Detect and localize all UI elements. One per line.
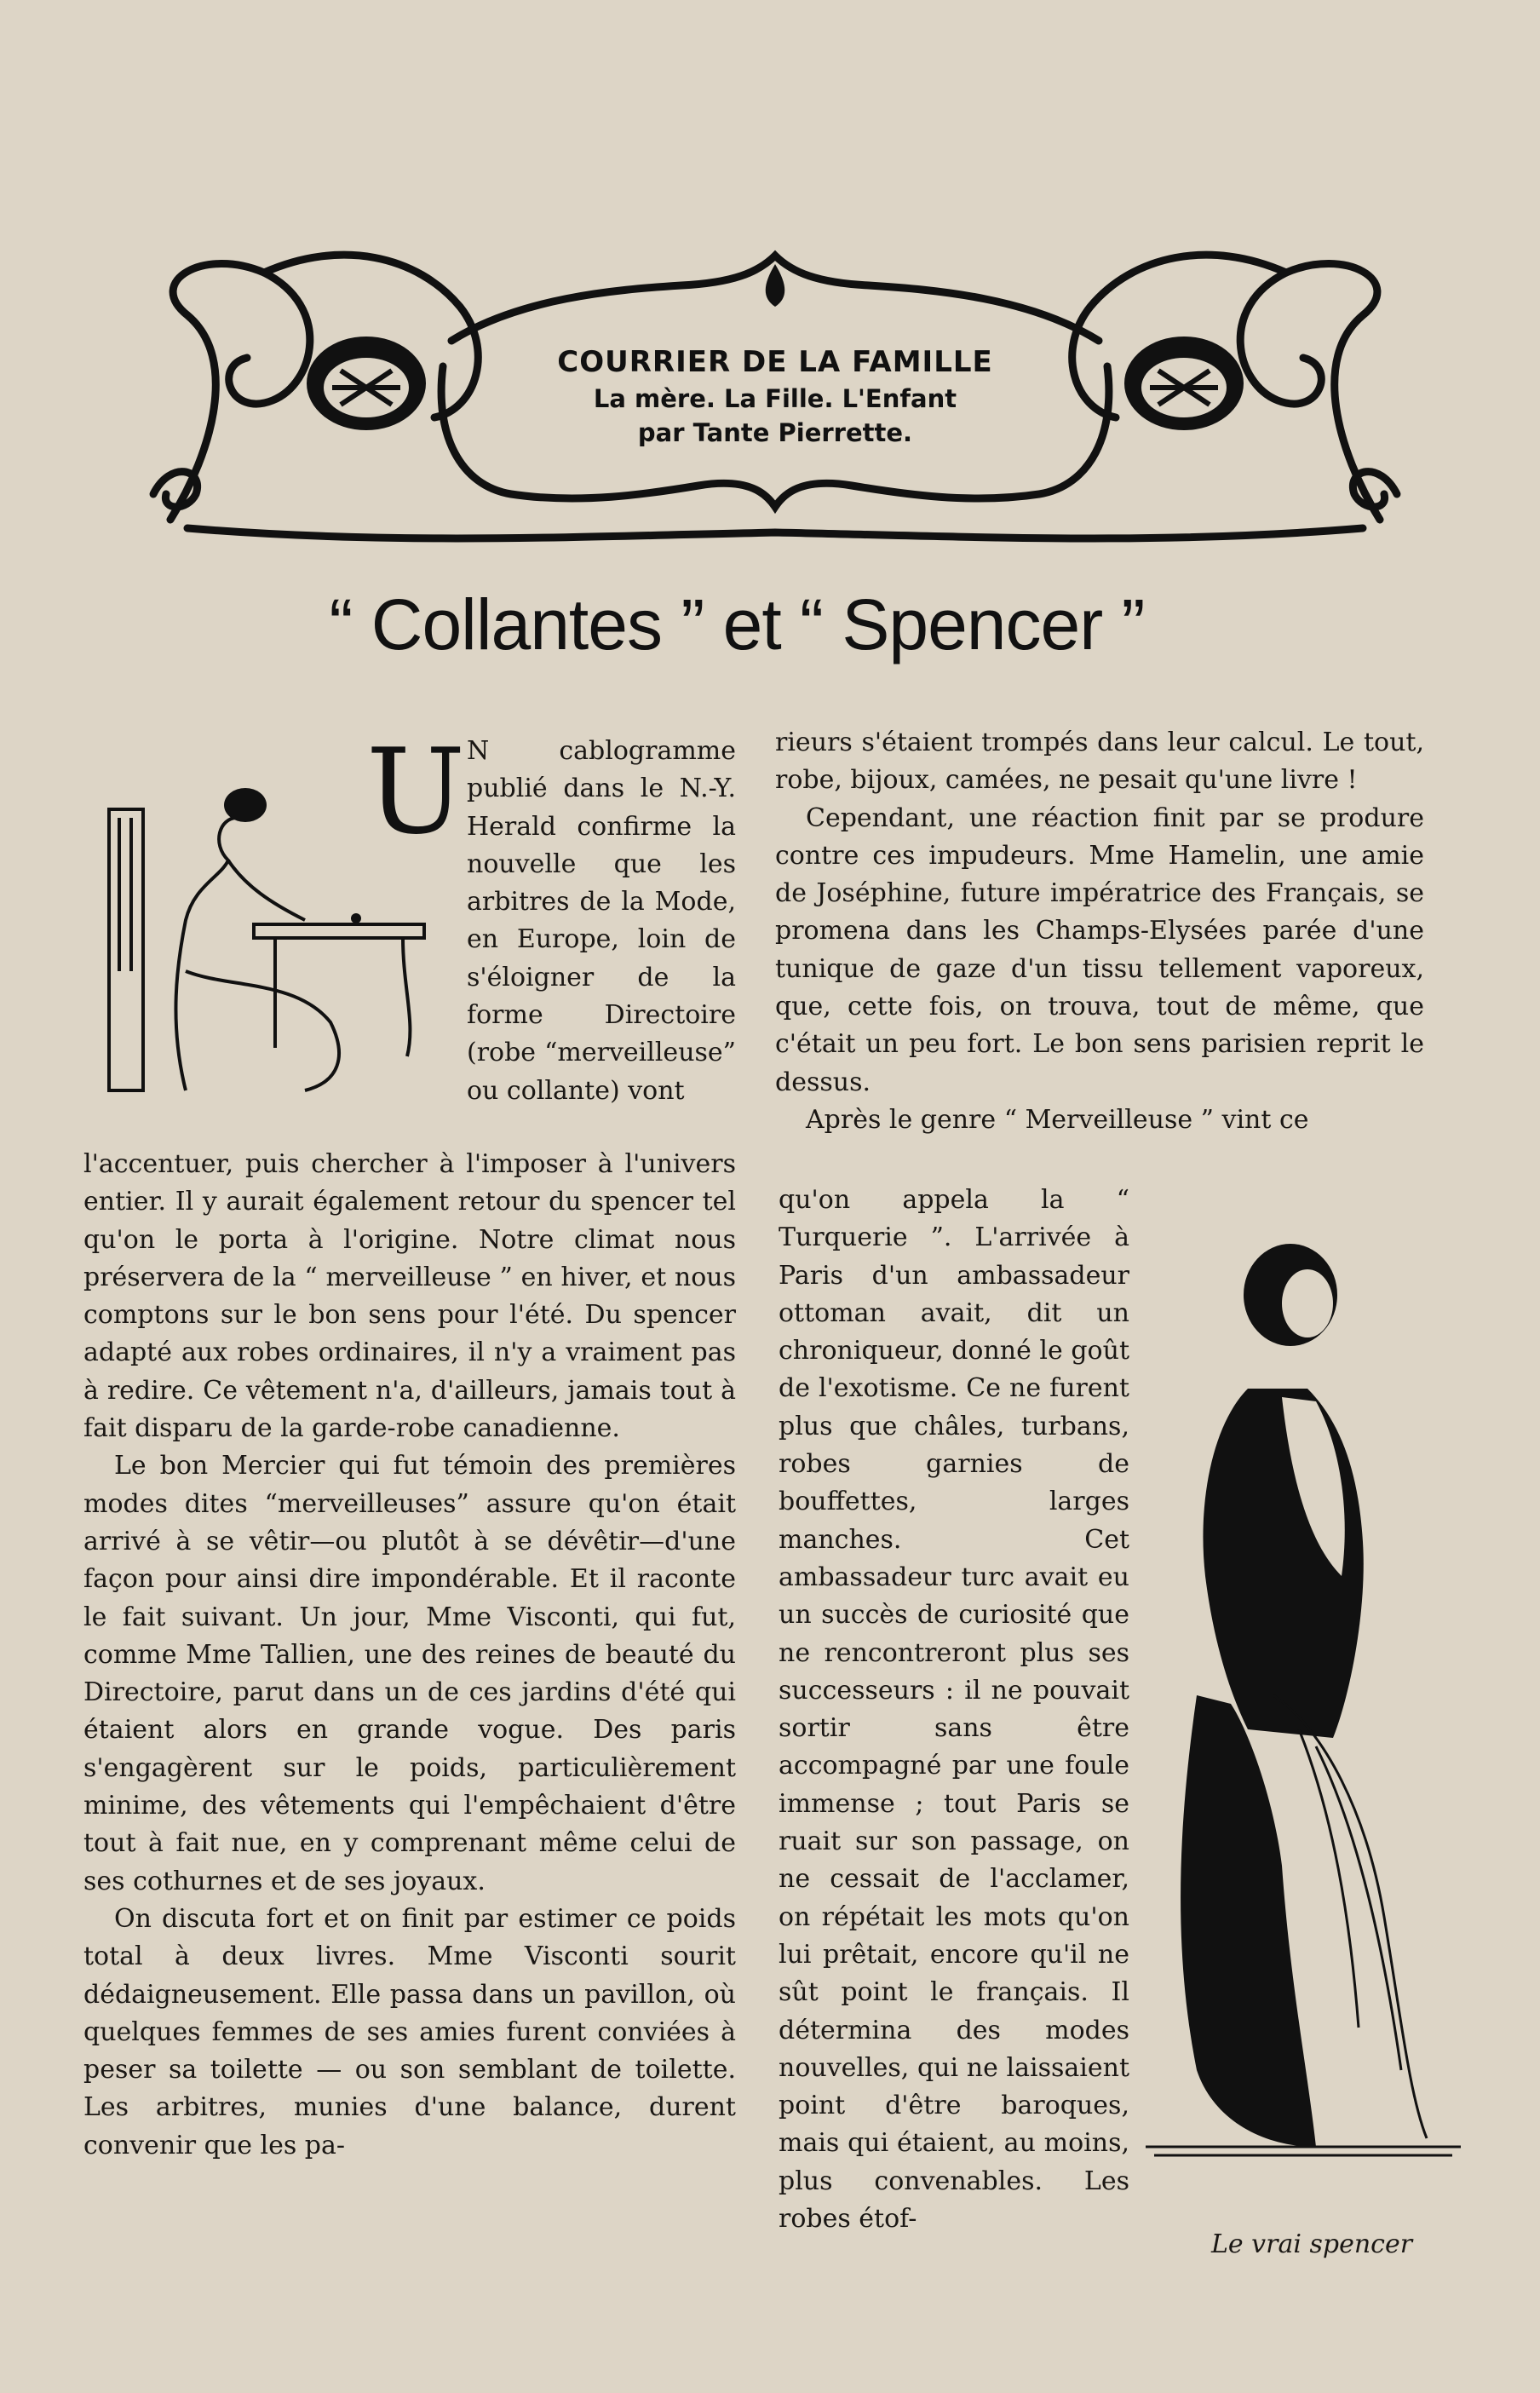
- column-right-top: [775, 724, 1424, 1139]
- paragraph-2: Le bon Mercier qui fut témoin des premières modes dites “merveilleuses” assure qu'on était arrivé à se vêtir—ou plutôt à se dévêtir—d'une façon pour ainsi dire impondérable. Et il raconte le fait suivant. Un jour, Mme Visconti, qui fut, comme Mme Tallien, une des reines de beauté du Directoire, parut dans un de ces jardins d'été qui étaient alors en grande vogue. Des paris s'engagèrent sur le poids, particulièrement minime, des vêtements qui l'empêchaient d'être tout à fait nue, en y comprenant même celui de ses cothurnes et de ses joyaux.: [83, 1451, 736, 1896]
- paragraph-5: Cependant, une réaction finit par se produre contre ces impudeurs. Mme Hamelin, une amie de Joséphine, future impératrice des Français, se promena dans les Champs-Elysées parée d'une tunique de gaze d'un tissu tellement vaporeux, que, cette fois, on trouva, tout de même, que c'était un peu fort. Le bon sens parisien reprit le dessus.: [775, 802, 1424, 1097]
- column-right-narrow: [779, 1182, 1129, 2238]
- woman-in-spencer-icon: [1146, 1218, 1461, 2189]
- paragraph-3: On discuta fort et on finit par estimer ce poids total à deux livres. Mme Visconti sourit dédaigneusement. Elle passa dans un pavillon, où quelques femmes de ses amies furent conviées à peser sa toilette — ou son semblant de toilette. Les arbitres, munies d'une balance, durent convenir que les pa-: [83, 1903, 736, 2160]
- paragraph-6-continuation: qu'on appela la “ Turquerie ”. L'arrivée à Paris d'un ambassadeur ottoman avait, dit un chroniqueur, donné le goût de l'exotisme. Ce ne furent plus que châles, turbans, robes garnies de bouffettes, larges manches. Cet ambassadeur turc avait eu un succès de curiosité que ne rencontreront plus ses successeurs : il ne pouvait sortir sans être accompagné par une foule immense ; tout Paris se ruait sur son passage, on ne cessait de l'acclamer, on répétait les mots qu'on lui prêtait, encore qu'il ne sût point le français. Il détermina des modes nouvelles, qui ne laissaient point d'être baroques, mais qui étaient, au moins, plus convenables. Les robes étof-: [779, 1185, 1129, 2235]
- section-author: par Tante Pierrette.: [637, 418, 913, 447]
- intro-paragraph: N cablogramme publié dans le N.-Y. Herald confirme la nouvelle que les arbitres de la Mode, en Europe, loin de s'éloigner de la forme Directoire (robe “merveilleuse” ou collante) vont: [467, 736, 736, 1106]
- intro-text: [467, 733, 736, 1110]
- paragraph-6-start: Après le genre “ Merveilleuse ” vint ce: [806, 1104, 1309, 1135]
- paragraph-1-continuation: l'accentuer, puis chercher à l'imposer à l'univers entier. Il y aurait également retour du spencer tel qu'on le porta à l'origine. Notre climat nous préservera de la “ merveilleuse ” en hiver, et nous comptons sur le bon sens pour l'été. Du spencer adapté aux robes ordinaires, il n'y a vraiment pas à redire. Ce vêtement n'a, d'ailleurs, jamais tout à fait disparu de la garde-robe canadienne.: [83, 1149, 736, 1444]
- section-subtitle: La mère. La Fille. L'Enfant: [593, 384, 957, 413]
- paragraph-4: rieurs s'étaient trompés dans leur calcul. Le tout, robe, bijoux, camées, ne pesait qu'une livre !: [775, 728, 1424, 796]
- header-text: [477, 345, 1073, 447]
- section-title: COURRIER DE LA FAMILLE: [557, 345, 993, 379]
- article-title: “ Collantes ” et “ Spencer ”: [329, 584, 1145, 664]
- drop-cap: U: [366, 723, 466, 860]
- illustration-caption: Le vrai spencer: [1210, 2229, 1413, 2259]
- spencer-illustration: [1146, 1218, 1461, 2189]
- column-left: [83, 1146, 736, 2165]
